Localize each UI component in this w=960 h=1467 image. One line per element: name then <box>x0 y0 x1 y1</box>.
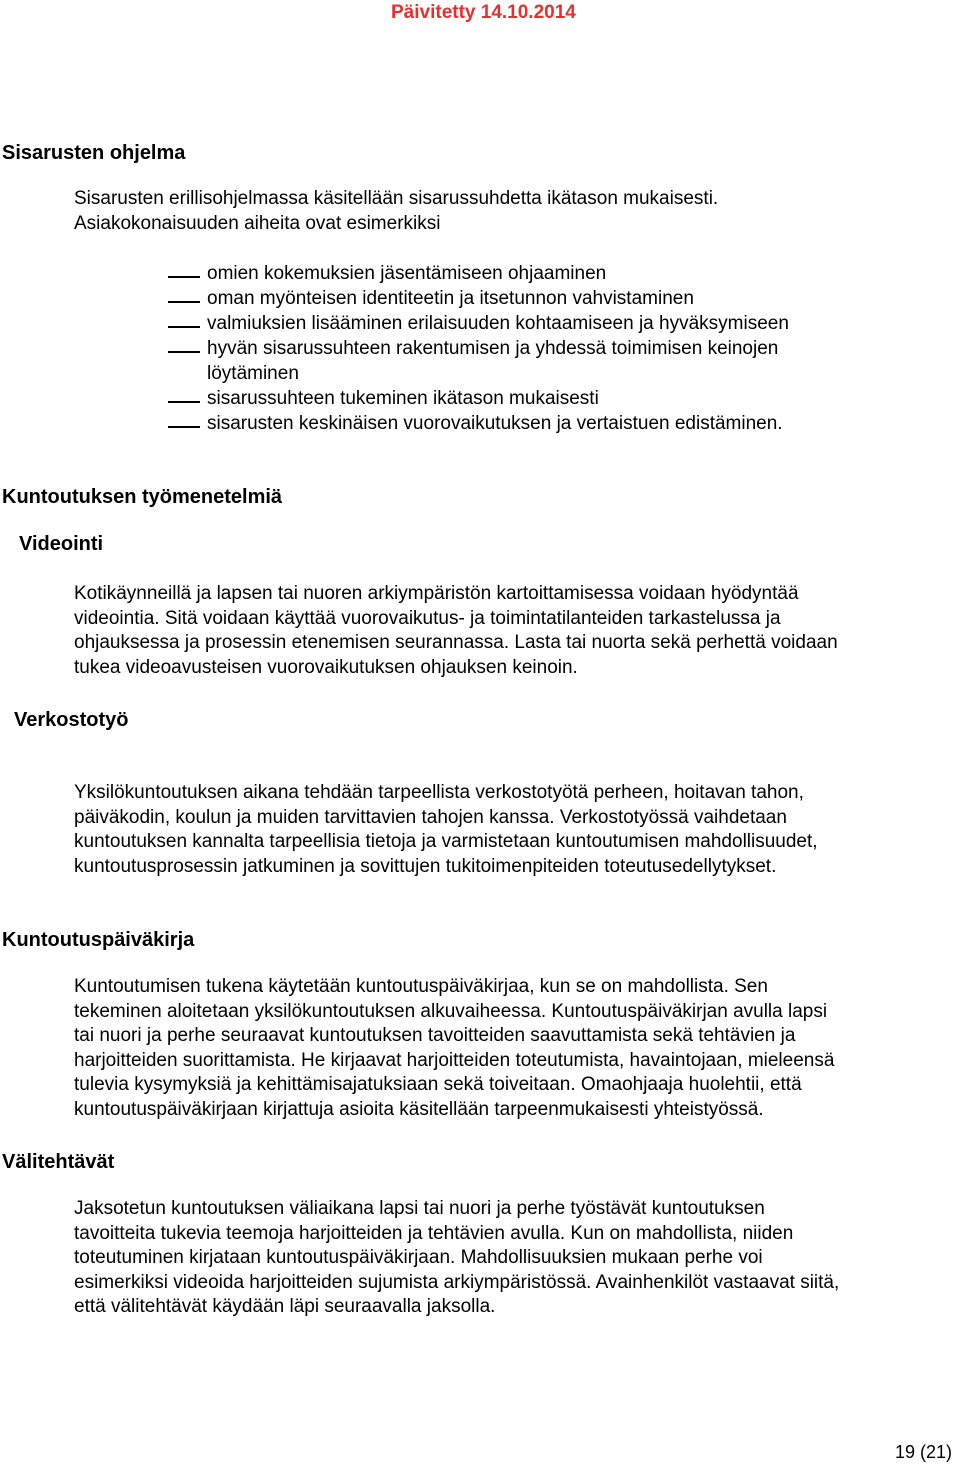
verkostotyo-paragraph <box>74 781 818 879</box>
paragraph-line: Yksilökuntoutuksen aikana tehdään tarpeellista verkostotyötä perheen, hoitavan tahon, <box>74 782 804 803</box>
section-title-sisarusten: Sisarusten ohjelma <box>2 142 186 164</box>
updated-date: Päivitetty 14.10.2014 <box>391 2 576 23</box>
paragraph-line: kuntoutusprosessin jatkuminen ja sovittujen tukitoimenpiteiden toteutusedellytykset. <box>74 855 777 877</box>
paragraph-line: harjoitteiden suorittamista. He kirjaavat harjoitteiden toteutumista, havaintojaan, mieleensä <box>74 1049 835 1071</box>
subsection-title-verkostotyo: Verkostotyö <box>14 709 129 731</box>
paragraph-line: päiväkodin, koulun ja muiden tarvittavien tahojen kanssa. Verkostotyössä vaihdetaan <box>74 806 787 828</box>
paragraph-line: tavoitteita tukevia teemoja harjoitteiden ja tehtävien avulla. Kun on mahdollista, niiden <box>74 1222 794 1244</box>
paragraph-line: Jaksotetun kuntoutuksen väliaikana lapsi tai nuori ja perhe työstävät kuntoutuksen <box>74 1198 765 1219</box>
list-item: sisarussuhteen tukeminen ikätason mukaisesti <box>207 388 599 409</box>
paragraph-line: tekeminen aloitetaan yksilökuntoutuksen alkuvaiheessa. Kuntoutuspäiväkirjan avulla lapsi <box>74 1000 828 1022</box>
paragraph-line: esimerkiksi videoida harjoitteiden sujumista arkiympäristössä. Avainhenkilöt vastaavat siitä, <box>74 1271 840 1293</box>
dash-bullet-icon <box>168 426 200 428</box>
dash-bullet-icon <box>168 401 200 403</box>
paragraph-line: tukea videoavusteisen vuorovaikutuksen ohjauksen keinoin. <box>74 656 578 678</box>
paragraph-line: että välitehtävät käydään läpi seuraavalla jaksolla. <box>74 1296 496 1318</box>
list-item: oman myönteisen identiteetin ja itsetunnon vahvistaminen <box>207 288 694 309</box>
paragraph-line: kuntoutuksen kannalta tarpeellisia tietoja ja varmistetaan kuntoutumisen mahdollisuudet, <box>74 831 818 853</box>
paragraph-line: Kuntoutumisen tukena käytetään kuntoutuspäiväkirjaa, kun se on mahdollista. Sen <box>74 976 768 997</box>
dash-bullet-icon <box>168 276 200 278</box>
section-title-paivakirja: Kuntoutuspäiväkirja <box>2 929 195 951</box>
dash-bullet-icon <box>168 301 200 303</box>
paragraph-line: tai nuori ja perhe seuraavat kuntoutuksen tavoitteiden saavuttamista sekä tehtävien ja <box>74 1025 796 1047</box>
dash-bullet-icon <box>168 326 200 328</box>
paragraph-line: videointia. Sitä voidaan käyttää vuorovaikutus- ja toimintatilanteiden tarkastelussa ja <box>74 607 781 629</box>
sisarusten-intro <box>74 187 718 236</box>
dash-bullet-icon <box>168 351 200 353</box>
paivakirja-paragraph <box>74 975 834 1123</box>
paragraph-line: kuntoutuspäiväkirjaan kirjattuja asioita käsitellään tarpeenmukaisesti yhteistyössä. <box>74 1098 764 1120</box>
list-item: omien kokemuksien jäsentämiseen ohjaaminen <box>207 263 607 284</box>
list-item-continuation: löytäminen <box>207 363 299 384</box>
section-title-valitehtavat: Välitehtävät <box>2 1151 115 1173</box>
list-item: hyvän sisarussuhteen rakentumisen ja yhdessä toimimisen keinojen <box>207 338 779 359</box>
section-title-menetelmat: Kuntoutuksen työmenetelmiä <box>2 486 283 508</box>
list-item: sisarusten keskinäisen vuorovaikutuksen ja vertaistuen edistäminen. <box>207 413 783 434</box>
videointi-paragraph <box>74 582 838 680</box>
paragraph-line: tulevia kysymyksiä ja kehittämisajatuksiaan sekä toiveitaan. Omaohjaaja huolehtii, että <box>74 1074 802 1096</box>
paragraph-line: Asiakokonaisuuden aiheita ovat esimerkiksi <box>74 212 441 234</box>
paragraph-line: Sisarusten erillisohjelmassa käsitellään sisarussuhdetta ikätason mukaisesti. <box>74 188 719 209</box>
page-number: 19 (21) <box>894 1442 952 1462</box>
valitehtavat-paragraph <box>74 1197 839 1320</box>
paragraph-line: Kotikäynneillä ja lapsen tai nuoren arkiympäristön kartoittamisessa voidaan hyödyntää <box>74 583 799 604</box>
list-item: valmiuksien lisääminen erilaisuuden kohtaamiseen ja hyväksymiseen <box>207 313 789 334</box>
paragraph-line: ohjauksessa ja prosessin etenemisen seurannassa. Lasta tai nuorta sekä perhettä voidaan <box>74 632 838 654</box>
subsection-title-videointi: Videointi <box>19 533 104 555</box>
paragraph-line: toteutuminen kirjataan kuntoutuspäiväkirjaan. Mahdollisuuksien mukaan perhe voi <box>74 1247 763 1269</box>
